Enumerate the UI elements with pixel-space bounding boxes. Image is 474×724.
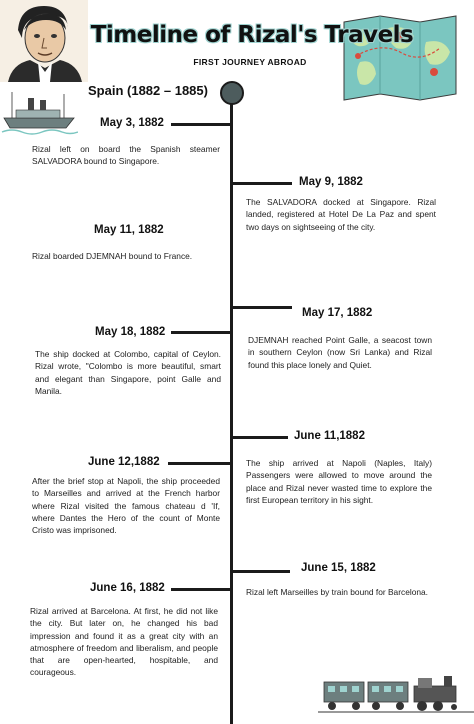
event-date: June 15, 1882 [301,562,376,574]
timeline-connector [232,570,290,573]
section-heading: Spain (1882 – 1885) [88,83,208,98]
event-description: Rizal arrived at Barcelona. At first, he did not like the city. But later on, he changed his bad impression and found it as a great city with an atmosphere of freedom and liberalism, and people that are open-hearted, hospitable, and courageous. [30,606,218,678]
event-date: May 18, 1882 [95,326,166,338]
event-description: After the brief stop at Napoli, the ship proceeded to Marseilles and arrived at the French harbor where Rizal visited the famous chateau d 'If, where Dantes the Hero of the count of Monte Cristo was imprisoned. [32,476,220,536]
timeline-connector [171,331,232,334]
event-description: Rizal left Marseilles by train bound for Barcelona. [246,587,429,597]
event-date: May 9, 1882 [299,176,363,188]
rizal-portrait-icon [0,0,88,82]
steamship-icon [0,88,78,138]
event-description: The SALVADORA docked at Singapore. Rizal landed, registered at Hotel De La Paz and spent two days on sightseeing of the city. [246,197,436,232]
train-icon [318,668,474,718]
event-date: May 11, 1882 [94,224,164,236]
event-date: May 3, 1882 [100,117,164,129]
event-description: DJEMNAH reached Point Galle, a seacost town in southern Ceylon (now Sri Lanka) and Rizal found this place lonely and Quiet. [248,335,432,370]
event-date: June 12,1882 [88,456,160,468]
timeline-connector [168,462,232,465]
timeline-connector [171,123,232,126]
page-subtitle: FIRST JOURNEY ABROAD [193,57,307,67]
event-date: June 16, 1882 [90,582,165,594]
timeline-connector [232,436,288,439]
event-description: The ship arrived at Napoli (Naples, Italy) Passengers were allowed to move around the place and Rizal never wasted time to explore the first European territory in his sight. [246,458,432,505]
page-title: Timeline of Rizal's Travels [90,22,414,48]
event-description: Rizal boarded DJEMNAH bound to France. [32,251,193,261]
timeline-connector [232,306,292,309]
timeline-start-dot [220,81,244,105]
event-description: The ship docked at Colombo, capital of Ceylon. Rizal wrote, "Colombo is more beautiful, smart and elegant than Singapore, point Galle and Manila. [35,349,221,396]
timeline-connector [232,182,292,185]
timeline-connector [171,588,232,591]
timeline-line [230,95,233,724]
event-date: May 17, 1882 [302,307,373,319]
event-description: Rizal left on board the Spanish steamer SALVADORA bound to Singapore. [32,144,220,167]
event-date: June 11,1882 [294,430,365,442]
